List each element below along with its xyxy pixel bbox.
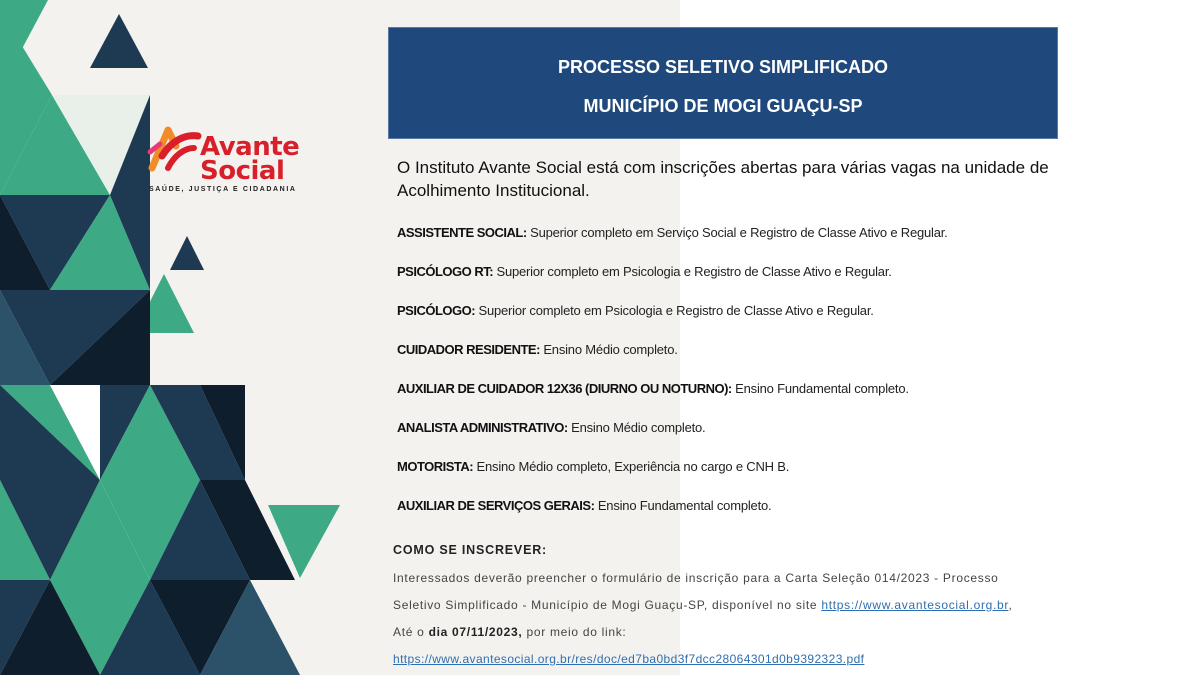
logo-wordmark-line2: Social — [200, 156, 285, 186]
job-item-cuidador-residente — [397, 342, 678, 357]
avante-social-logo-mark-icon — [146, 122, 206, 182]
job-item-auxiliar-de-servicos-gerais — [397, 498, 771, 513]
job-item-psicologo-rt — [397, 264, 892, 279]
deadline-date: dia 07/11/2023, — [428, 625, 523, 639]
job-item-motorista — [397, 459, 789, 474]
job-title: PSICÓLOGO RT: — [397, 264, 494, 279]
form-pdf-link[interactable]: https://www.avantesocial.org.br/res/doc/ed7ba0bd3f7dcc28064301d0b9392323.pdf — [393, 652, 865, 666]
triangle-pattern-decoration — [0, 0, 360, 675]
job-title: CUIDADOR RESIDENTE: — [397, 342, 540, 357]
how-to-apply-heading: COMO SE INSCREVER: — [393, 543, 547, 557]
job-title: PSICÓLOGO: — [397, 303, 476, 318]
banner-title: PROCESSO SELETIVO SIMPLIFICADO — [557, 57, 889, 77]
job-item-psicologo — [397, 303, 874, 318]
deadline-prefix: Até o — [393, 625, 429, 639]
apply-text-line2 — [393, 598, 1013, 612]
job-title: ANALISTA ADMINISTRATIVO: — [397, 420, 568, 435]
job-title: ASSISTENTE SOCIAL: — [397, 225, 527, 240]
job-requirement: Ensino Médio completo. — [539, 342, 678, 357]
job-requirement: Superior completo em Psicologia e Registro de Classe Ativo e Regular. — [493, 264, 892, 279]
intro-text: O Instituto Avante Social está com inscrições abertas para várias vagas na unidade de Acolhimento Institucional. — [397, 158, 1049, 200]
logo-wordmark-line1: Avante — [200, 132, 300, 162]
job-item-auxiliar-de-cuidador — [397, 381, 909, 396]
job-requirement: Ensino Fundamental completo. — [594, 498, 772, 513]
job-requirement: Ensino Médio completo. — [567, 420, 706, 435]
apply-text-line3 — [393, 625, 626, 639]
job-requirement: Superior completo em Psicologia e Registro de Classe Ativo e Regular. — [475, 303, 874, 318]
title-banner — [388, 27, 1058, 139]
job-item-assistente-social — [397, 225, 948, 240]
job-requirement: Ensino Fundamental completo. — [731, 381, 909, 396]
job-title: AUXILIAR DE SERVIÇOS GERAIS: — [397, 498, 595, 513]
apply-text-line1: Interessados deverão preencher o formulário de inscrição para a Carta Seleção 014/2023 - Processo — [393, 571, 999, 585]
job-title: AUXILIAR DE CUIDADOR 12X36 (DIURNO OU NOTURNO): — [397, 381, 732, 396]
website-link[interactable]: https://www.avantesocial.org.br — [821, 598, 1009, 612]
job-item-analista-administrativo — [397, 420, 705, 435]
banner-subtitle: MUNICÍPIO DE MOGI GUAÇU-SP — [583, 96, 863, 116]
job-requirement: Ensino Médio completo, Experiência no cargo e CNH B. — [473, 459, 790, 474]
apply-text-line2-end: , — [1008, 598, 1013, 612]
job-title: MOTORISTA: — [397, 459, 474, 474]
apply-text-line4 — [393, 652, 864, 666]
job-requirement: Superior completo em Serviço Social e Registro de Classe Ativo e Regular. — [526, 225, 948, 240]
apply-text-line2-body: Seletivo Simplificado - Município de Mogi Guaçu-SP, disponível no site — [393, 598, 822, 612]
deadline-suffix: por meio do link: — [522, 625, 627, 639]
avante-social-logo — [146, 118, 316, 202]
logo-tagline: SAÚDE, JUSTIÇA E CIDADANIA — [149, 186, 297, 193]
